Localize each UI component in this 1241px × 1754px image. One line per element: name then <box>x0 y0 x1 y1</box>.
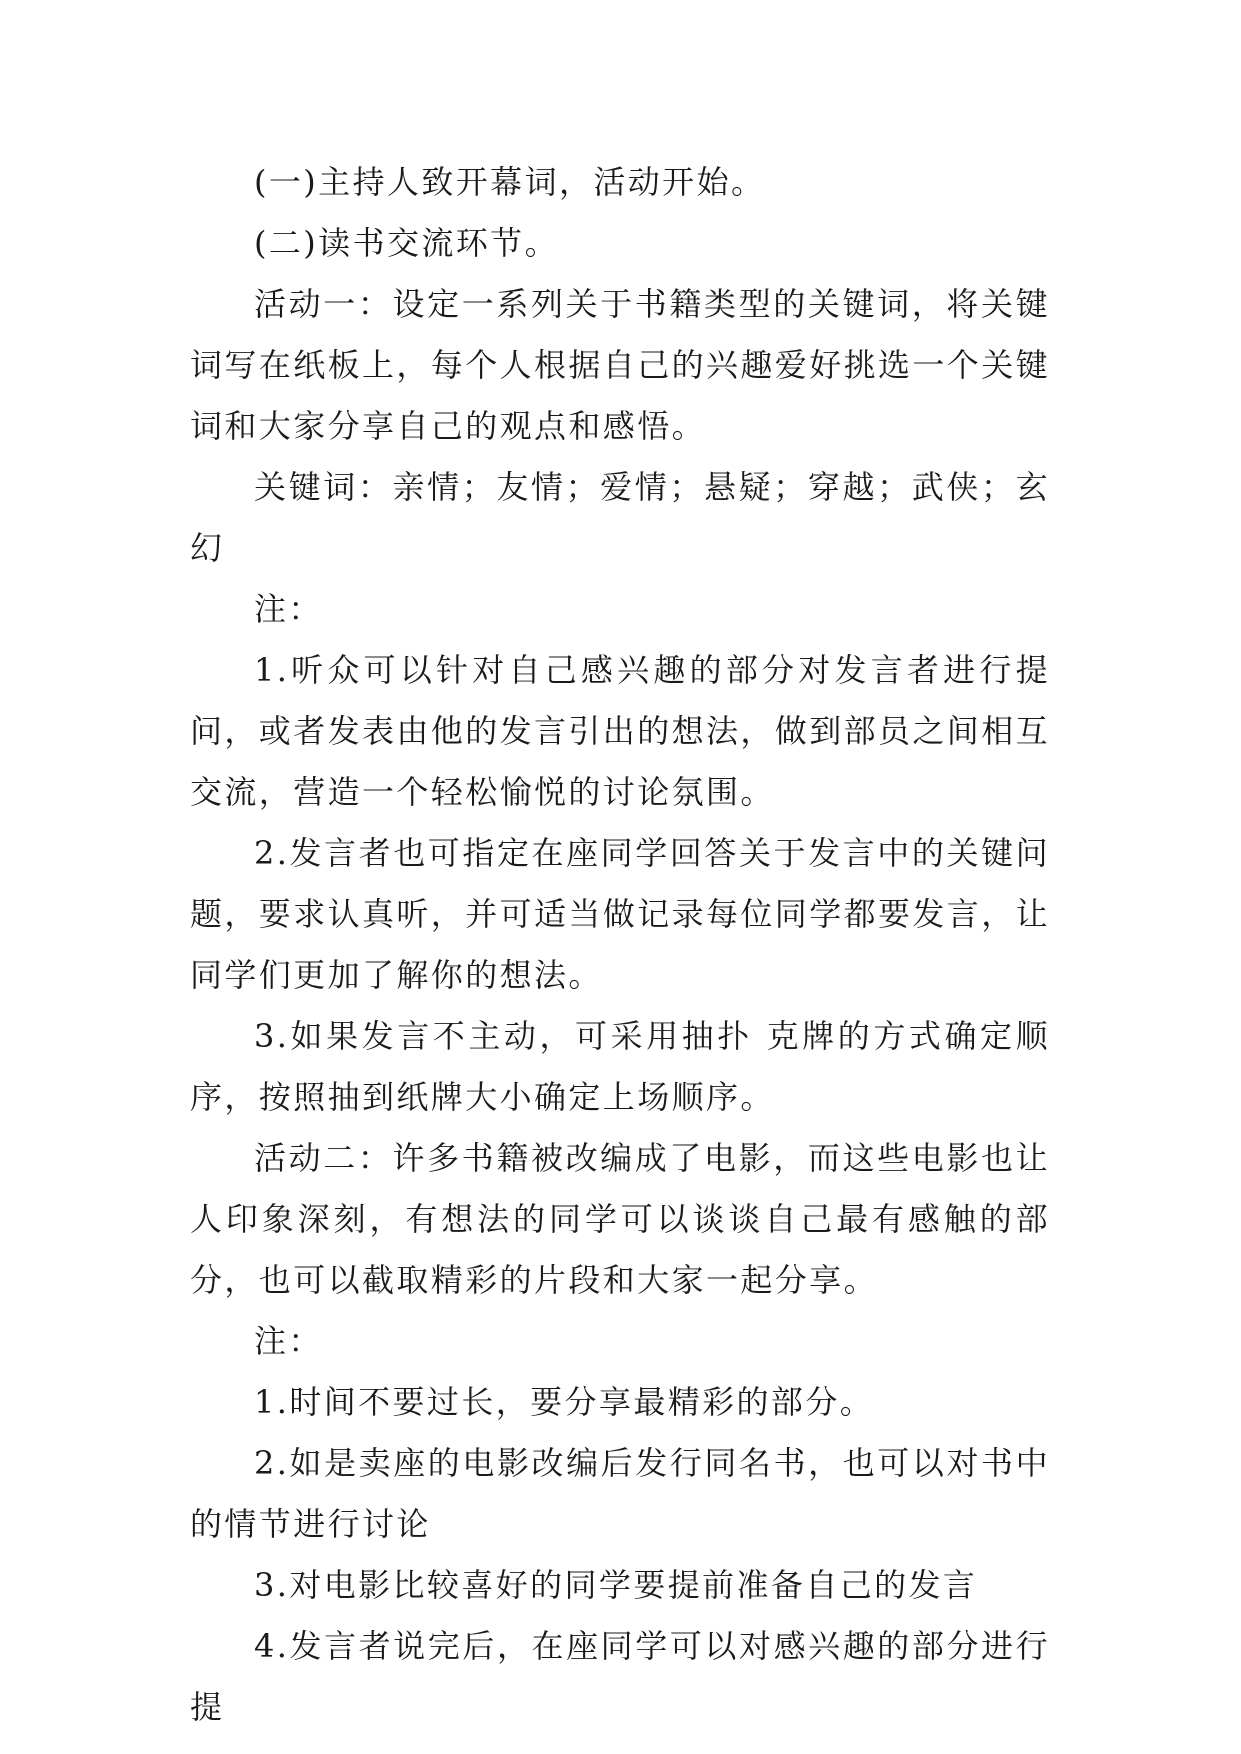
paragraph-note-heading-2: 注： <box>254 1322 323 1360</box>
paragraph-opening: (一)主持人致开幕词，活动开始。 <box>254 163 766 201</box>
paragraph-activity-two: 活动二：许多书籍被改编成了电影，而这些电影也让人印象深刻，有想法的同学可以谈谈自己最有感触的部分，也可以截取精彩的片段和大家一起分享。 <box>190 1139 1050 1299</box>
paragraph-reading-exchange: (二)读书交流环节。 <box>254 224 559 262</box>
paragraph-note-2-1: 1.时间不要过长，要分享最精彩的部分。 <box>254 1383 875 1421</box>
paragraph-activity-one: 活动一：设定一系列关于书籍类型的关键词，将关键词写在纸板上，每个人根据自己的兴趣爱好挑选一个关键词和大家分享自己的观点和感悟。 <box>190 285 1051 445</box>
document-body <box>190 152 1050 1738</box>
paragraph-note-1-1: 1.听众可以针对自己感兴趣的部分对发言者进行提问，或者发表由他的发言引出的想法，做到部员之间相互交流，营造一个轻松愉悦的讨论氛围。 <box>190 651 1051 811</box>
paragraph-note-2-3: 3.对电影比较喜好的同学要提前准备自己的发言 <box>254 1566 978 1604</box>
paragraph-keywords: 关键词：亲情；友情；爱情；悬疑；穿越；武侠；玄幻 <box>190 468 1050 567</box>
paragraph-note-2-4: 4.发言者说完后，在座同学可以对感兴趣的部分进行提 <box>190 1627 1050 1726</box>
paragraph-note-1-2: 2.发言者也可指定在座同学回答关于发言中的关键问题，要求认真听，并可适当做记录每位同学都要发言，让同学们更加了解你的想法。 <box>190 834 1051 994</box>
paragraph-note-2-2: 2.如是卖座的电影改编后发行同名书，也可以对书中的情节进行讨论 <box>190 1444 1050 1543</box>
paragraph-note-1-3: 3.如果发言不主动，可采用抽扑 克牌的方式确定顺序，按照抽到纸牌大小确定上场顺序。 <box>190 1017 1050 1116</box>
paragraph-note-heading-1: 注： <box>254 590 323 628</box>
